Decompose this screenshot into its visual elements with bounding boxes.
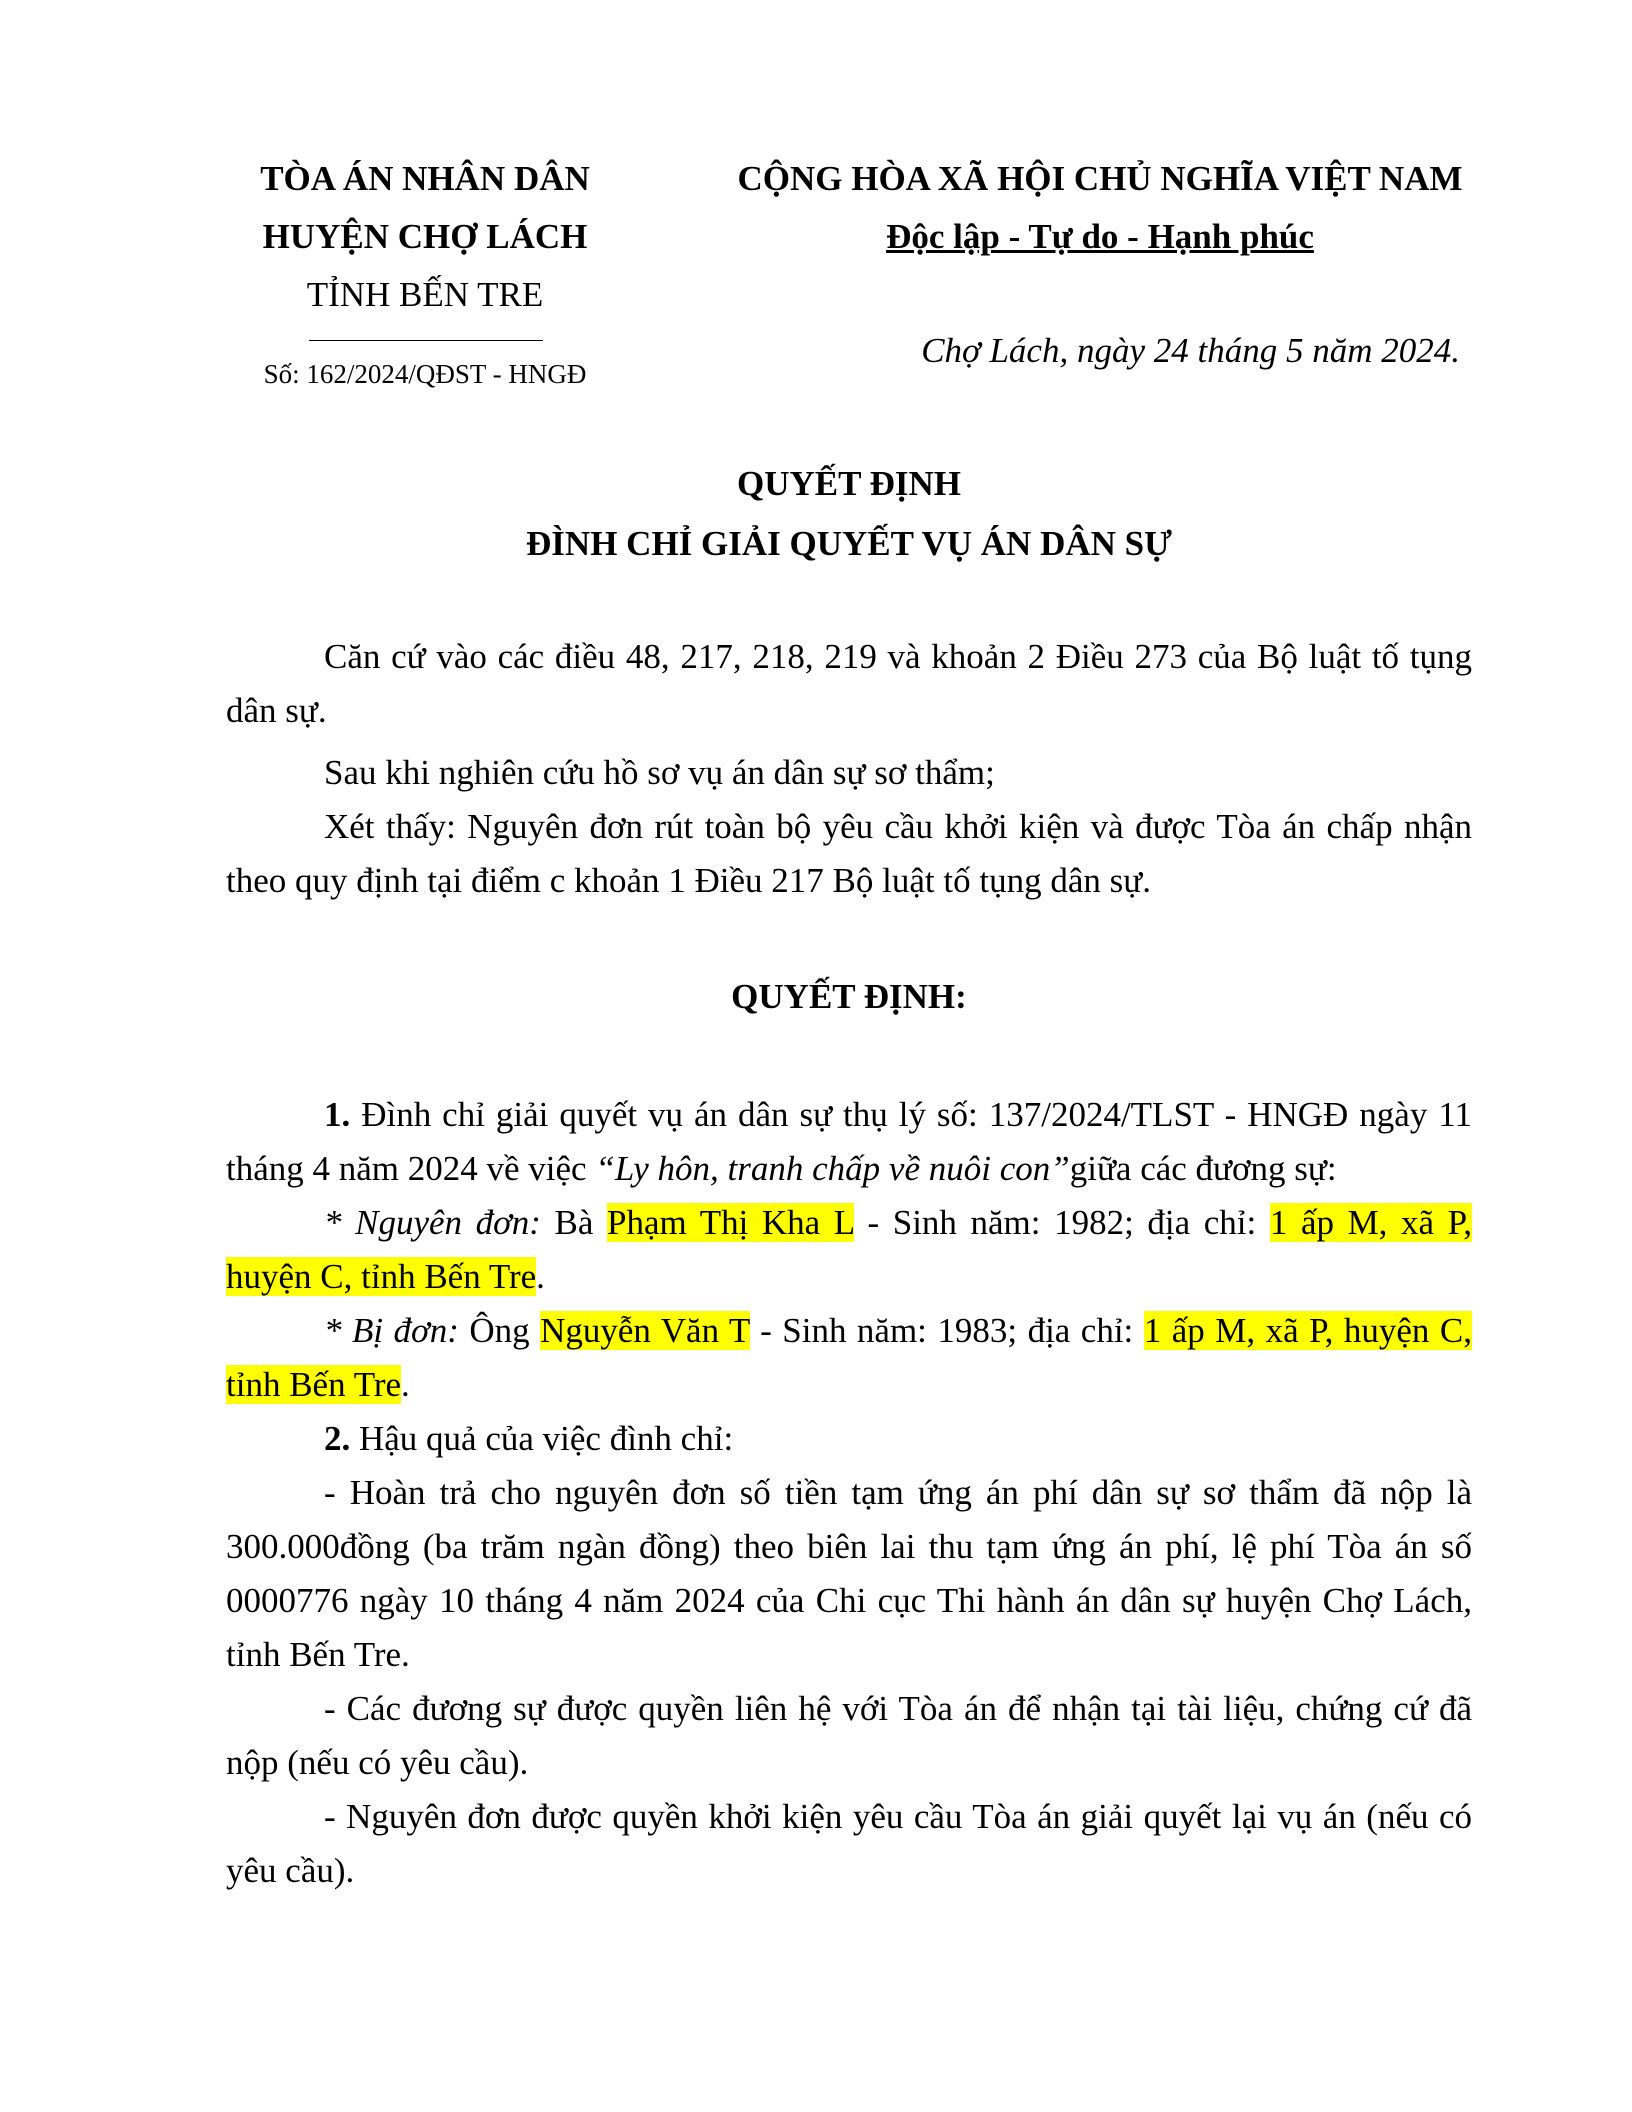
plaintiff-end: .: [536, 1257, 545, 1296]
national-motto: Độc lập - Tự do - Hạnh phúc: [886, 217, 1314, 256]
defendant-info: - Sinh năm: 1983; địa chỉ:: [749, 1311, 1144, 1350]
case-type: “Ly hôn, tranh chấp về nuôi con”: [595, 1149, 1070, 1188]
title-line-2: ĐÌNH CHỈ GIẢI QUYẾT VỤ ÁN DÂN SỰ: [526, 524, 1172, 563]
defendant-end: .: [401, 1365, 410, 1404]
item-2-text: Hậu quả của việc đình chỉ:: [350, 1419, 734, 1458]
consequence-bullet-1: - Hoàn trả cho nguyên đơn số tiền tạm ứng án phí dân sự sơ thẩm đã nộp là 300.000đồng (ba trăm ngàn đồng) theo biên lai thu tạm ứng án phí, lệ phí Tòa án số 0000776 ngày 10 tháng 4 năm 2024 của Chi cục Thi hành án dân sự huyện Chợ Lách, tỉnh Bến Tre.: [226, 1473, 1472, 1674]
item-2-number: 2.: [324, 1419, 351, 1458]
plaintiff-info: - Sinh năm: 1982; địa chỉ:: [853, 1203, 1270, 1242]
defendant-address: 1 ấp M, xã P, huyện C, tỉnh Bến Tre: [226, 1311, 1472, 1404]
defendant-title: Ông: [458, 1311, 541, 1350]
header-divider: [309, 340, 543, 341]
defendant-label: * Bị đơn:: [324, 1311, 459, 1350]
title-line-1: QUYẾT ĐỊNH: [737, 464, 961, 503]
court-name: TÒA ÁN NHÂN DÂN: [260, 159, 590, 198]
document-title: [0, 454, 1632, 574]
national-title: CỘNG HÒA XÃ HỘI CHỦ NGHĨA VIỆT NAM: [737, 159, 1463, 198]
decision-heading: QUYẾT ĐỊNH:: [731, 977, 967, 1016]
plaintiff-paragraph: [226, 1196, 1472, 1304]
consequence-bullet-2: - Các đương sự được quyền liên hệ với Tòa án để nhận tại tài liệu, chứng cứ đã nộp (nếu có yêu cầu).: [226, 1689, 1472, 1782]
defendant-paragraph: [226, 1304, 1472, 1412]
court-district: HUYỆN CHỢ LÁCH: [262, 217, 588, 256]
document-date: Chợ Lách, ngày 24 tháng 5 năm 2024.: [921, 331, 1460, 370]
plaintiff-title: Bà: [540, 1203, 608, 1242]
document-number: Số: 162/2024/QĐST - HNGĐ: [263, 359, 587, 389]
basis-paragraph-3: Xét thấy: Nguyên đơn rút toàn bộ yêu cầu khởi kiện và được Tòa án chấp nhận theo quy định tại điểm c khoản 1 Điều 217 Bộ luật tố tụng dân sự.: [226, 807, 1472, 900]
court-header: [222, 150, 628, 324]
basis-paragraph-1: Căn cứ vào các điều 48, 217, 218, 219 và khoản 2 Điều 273 của Bộ luật tố tụng dân sự.: [226, 637, 1472, 730]
plaintiff-label: * Nguyên đơn:: [324, 1203, 541, 1242]
item-1-text-end: giữa các đương sự:: [1069, 1149, 1337, 1188]
defendant-name: Nguyễn Văn T: [540, 1311, 750, 1350]
basis-paragraph-2: Sau khi nghiên cứu hồ sơ vụ án dân sự sơ thẩm;: [324, 753, 995, 792]
item-1-number: 1.: [324, 1095, 351, 1134]
decision-item-2: [226, 1412, 1472, 1466]
consequence-bullet-3: - Nguyên đơn được quyền khởi kiện yêu cầu Tòa án giải quyết lại vụ án (nếu có yêu cầu).: [226, 1797, 1472, 1890]
item-1-text: Đình chỉ giải quyết vụ án dân sự thụ lý số: 137/2024/TLST - HNGĐ ngày 11 tháng 4 năm 2024 về việc: [226, 1095, 1472, 1188]
court-province: TỈNH BẾN TRE: [306, 275, 544, 314]
decision-item-1: [226, 1088, 1472, 1196]
national-header: [700, 150, 1500, 266]
plaintiff-name: Phạm Thị Kha L: [607, 1203, 854, 1242]
plaintiff-address: 1 ấp M, xã P, huyện C, tỉnh Bến Tre: [226, 1203, 1472, 1296]
